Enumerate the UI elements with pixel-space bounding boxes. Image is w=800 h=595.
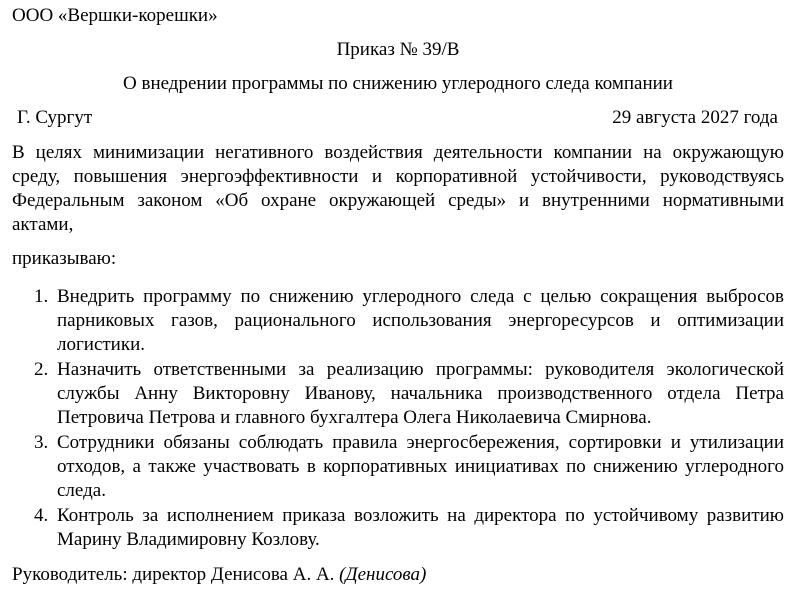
order-item-number: 2. [34,359,49,380]
order-date: 29 августа 2027 года [612,107,778,128]
order-subject: О внедрении программы по снижению углеродного следа компании [123,73,673,94]
order-item-number: 3. [34,432,49,453]
order-item [12,431,784,503]
order-item-number: 1. [34,286,49,307]
signature-line [12,563,426,587]
order-directive-word: приказываю: [12,248,117,269]
order-item-number: 4. [34,505,49,526]
order-item [12,358,784,430]
preamble-paragraph: В целях минимизации негативного воздействия деятельности компании на окружающую среду, повышения энергоэффективности и корпоративной устойчивости, руководствуясь Федеральным законом «Об охране окружающей среды» и внутренними нормативными актами, [12,142,784,235]
signature-name: (Денисова) [339,564,427,585]
organization-name: ООО «Вершки-корешки» [12,5,218,26]
order-item-text: Внедрить программу по снижению углеродного следа с целью сокращения выбросов парниковых газов, рационального использования энергоресурсов и оптимизации логистики. [57,286,784,355]
order-item-text: Контроль за исполнением приказа возложить на директора по устойчивому развитию Марину Владимировну Козлову. [57,505,784,550]
order-title: Приказ № 39/В [336,39,460,60]
order-item [12,504,784,552]
order-item-text: Сотрудники обязаны соблюдать правила энергосбережения, сортировки и утилизации отходов, а также участвовать в корпоративных инициативах по снижению углеродного следа. [57,432,784,501]
order-items-list [12,285,784,553]
order-item [12,285,784,357]
signature-label: Руководитель: директор Денисова А. А. [12,564,335,585]
order-item-text: Назначить ответственными за реализацию программы: руководителя экологической службы Анну Викторовну Иванову, начальника производственного отдела Петра Петровича Петрова и главного бухгалтера Олега Николаевича Смирнова. [57,359,784,428]
order-city: Г. Сургут [17,107,93,128]
